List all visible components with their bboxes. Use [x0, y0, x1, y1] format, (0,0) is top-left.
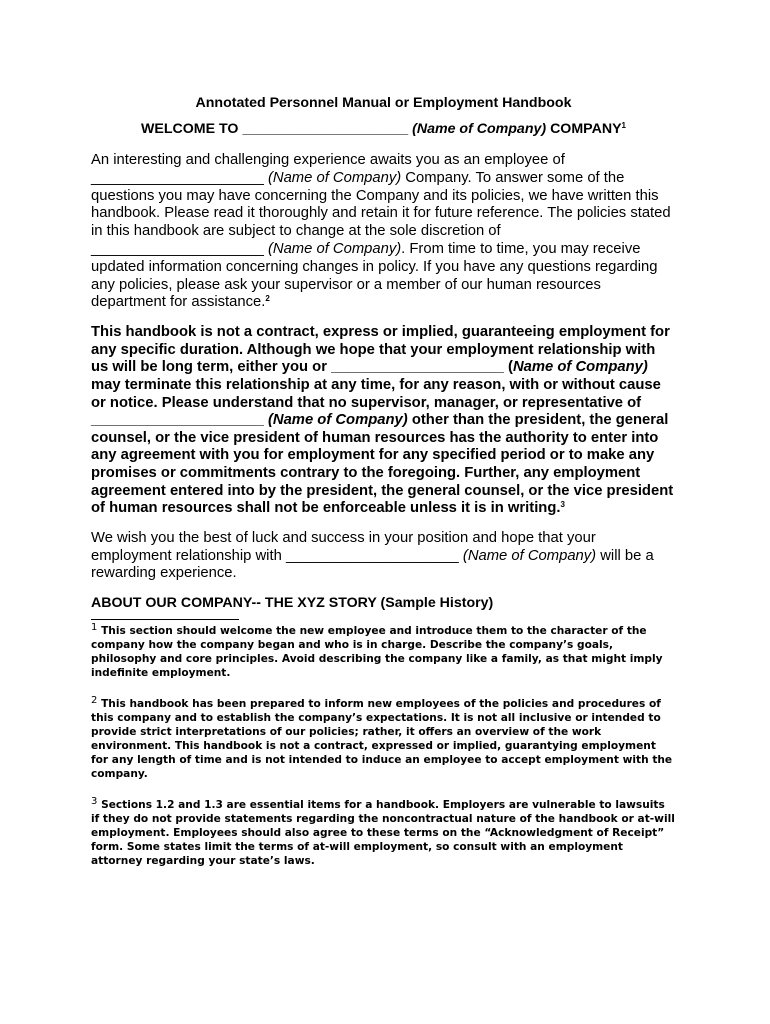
footnote-separator: [91, 619, 239, 620]
company-name-blank: _____________________: [91, 240, 264, 257]
welcome-suffix: COMPANY: [550, 121, 622, 137]
document-content: [91, 95, 676, 885]
section-heading: ABOUT OUR COMPANY-- THE XYZ STORY (Sample History): [91, 595, 494, 612]
footnote-number: 3: [91, 796, 98, 808]
company-name-blank: _____________________: [91, 412, 264, 429]
company-name-placeholder: (Name of Company): [267, 169, 402, 186]
company-name-blank: _____________________: [331, 359, 504, 376]
disclaimer-text-2: may terminate this relationship at any time, for any reason, with or without cause or notice. Please understand that no supervisor, manager, or representative of: [91, 376, 661, 411]
document-title: Annotated Personnel Manual or Employment Handbook: [195, 95, 572, 111]
company-name-placeholder: Name of Company): [512, 359, 648, 376]
footnote-2: [91, 697, 676, 781]
intro-paragraph: [91, 152, 676, 312]
intro-text-1: An interesting and challenging experience awaits you as an employee of: [91, 152, 565, 168]
footnote-1: [91, 624, 676, 680]
welcome-prefix: WELCOME TO: [141, 121, 239, 137]
closing-text-2: will be a rewarding experience.: [91, 547, 654, 582]
company-name-placeholder: (Name of Company): [462, 547, 597, 564]
footnote-ref-1: 1: [621, 121, 626, 130]
footnote-text: This section should welcome the new employee and introduce them to the character of the company how the company began and who is in charge. Describe the company’s goals, philosophy and core principles. Avoid describing the company like a family, as that might imply indefinite employment.: [91, 625, 663, 680]
footnote-3: [91, 798, 676, 868]
intro-text-2: Company. To answer some of the questions you may have concerning the Company and its policies, we have written this handbook. Please read it thoroughly and retain it for future reference. The policies stated in this handbook are subject to change at the sole discretion of: [91, 169, 671, 240]
open-paren: (: [508, 359, 513, 376]
company-name-placeholder: (Name of Company): [267, 412, 408, 429]
company-name-blank: _____________________: [285, 547, 459, 564]
footnote-ref-3: 3: [560, 500, 565, 510]
company-name-blank: _____________________: [242, 121, 409, 137]
intro-text-3: . From time to time, you may receive updated information concerning changes in policy. If you have any questions regarding any policies, please ask your supervisor or a member of our human resources department for assistance.: [91, 240, 658, 311]
company-name-placeholder: (Name of Company): [412, 121, 547, 137]
footnote-ref-2: 2: [265, 294, 270, 304]
footnote-text: Sections 1.2 and 1.3 are essential items for a handbook. Employers are vulnerable to lawsuits if they do not provide statements regarding the noncontractual nature of the handbook or at-will employment. Employees should also agree to these terms on the “Acknowledgment of Receipt” form. Some states limit the terms of at-will employment, so consult with an employment attorney regarding your state’s laws.: [91, 799, 675, 868]
closing-text-1: We wish you the best of luck and success in your position and hope that your employment relationship with: [91, 529, 596, 564]
company-name-blank: _____________________: [91, 169, 264, 186]
disclaimer-text-3: other than the president, the general counsel, or the vice president of human resources has the authority to enter into any agreement with you for employment for any specified period or to make any promises or commitments contrary to the foregoing. Further, any employment agreement entered into by the president, the general counsel, or the vice president of human resources shall not be enforceable unless it is in writing.: [91, 412, 674, 517]
footnote-text: This handbook has been prepared to inform new employees of the policies and procedures of this company and to establish the company’s expectations. It is not all inclusive or intended to provide strict interpretations of our policies; rather, it offers an overview of the work environment. This handbook is not a contract, expressed or implied, guarantying employment for any length of time and is not intended to induce an employee to accept employment with the company.: [91, 698, 673, 781]
footnote-number: 1: [91, 622, 98, 634]
footnote-number: 2: [91, 695, 98, 707]
company-name-placeholder: (Name of Company): [267, 240, 402, 257]
closing-paragraph: [91, 530, 676, 583]
welcome-heading: [91, 121, 676, 137]
disclaimer-paragraph: [91, 324, 676, 518]
disclaimer-text-1: This handbook is not a contract, express or implied, guaranteeing employment for any specific duration. Although we hope that your employment relationship with us will be long term, either you or: [91, 324, 670, 376]
